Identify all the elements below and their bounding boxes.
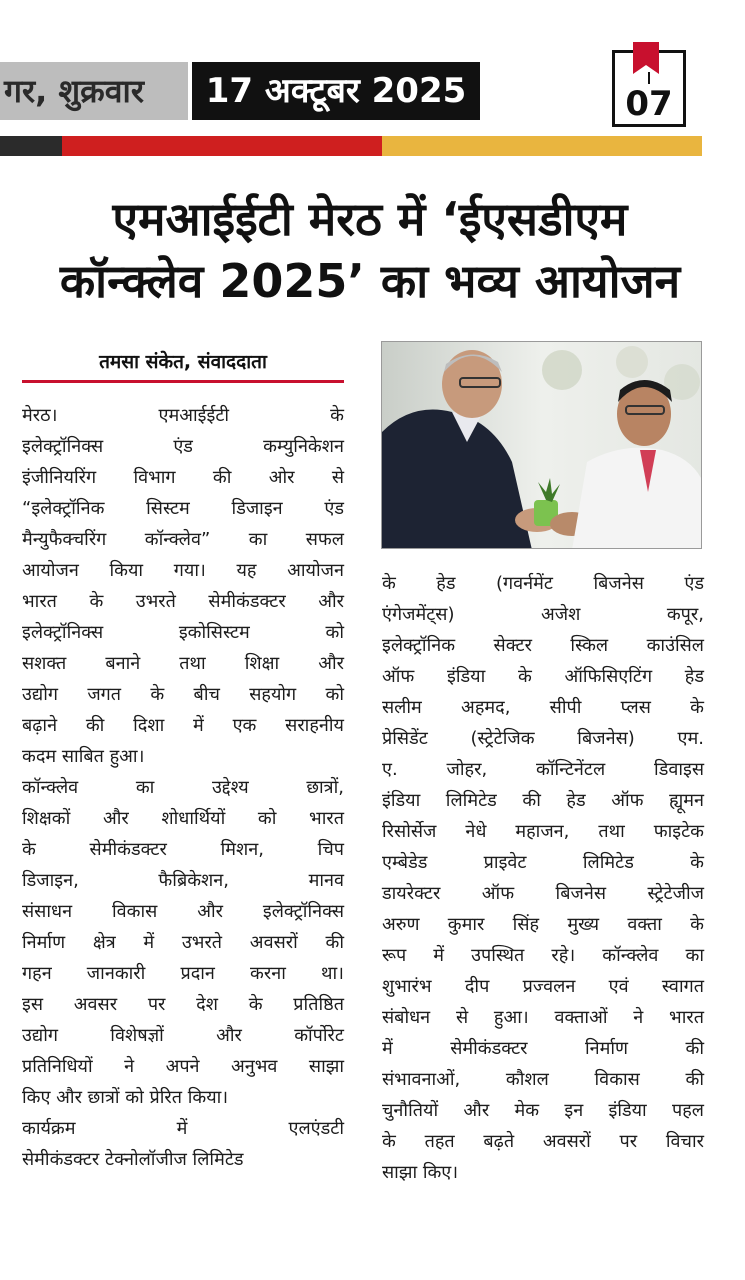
article-line: डायरेक्टर ऑफ बिजनेस स्ट्रेटेजीज (382, 883, 704, 904)
article-line: के तहत बढ़ते अवसरों पर विचार (382, 1131, 704, 1152)
article-line: गहन जानकारी प्रदान करना था। (22, 963, 344, 984)
issue-date: 17 अक्टूबर 2025 (192, 62, 480, 120)
article-line: संसाधन विकास और इलेक्ट्रॉनिक्स (22, 901, 344, 922)
article-line: संभावनाओं, कौशल विकास की (382, 1069, 704, 1090)
color-stripe-gold (382, 136, 702, 156)
article-line: कॉन्क्लेव का उद्देश्य छात्रों, (22, 777, 344, 798)
article-line: डिजाइन, फैब्रिकेशन, मानव (22, 870, 344, 891)
place-day-label: गर, शुक्रवार (0, 62, 188, 120)
article-line: साझा किए। (382, 1162, 459, 1183)
article-line: भारत के उभरते सेमीकंडक्टर और (22, 591, 344, 612)
article-line: “इलेक्ट्रॉनिक सिस्टम डिजाइन एंड (22, 498, 344, 519)
article-line: उद्योग विशेषज्ञों और कॉर्पोरेट (22, 1025, 344, 1046)
article-line: इंडिया लिमिटेड की हेड ऑफ ह्यूमन (382, 790, 704, 811)
article-column-2 (382, 568, 704, 1188)
photo-illustration (382, 342, 702, 549)
headline-line-1: एमआईईटी मेरठ में ‘ईएसडीएम (112, 192, 628, 246)
article-line: सलीम अहमद, सीपी प्लस के (382, 697, 704, 718)
color-stripe-dark (0, 136, 62, 156)
article-line: के सेमीकंडक्टर मिशन, चिप (22, 839, 344, 860)
page-box-tick (648, 72, 650, 84)
article-line: रिसोर्सेज नेधे महाजन, तथा फाइटेक (382, 821, 704, 842)
article-line: आयोजन किया गया। यह आयोजन (22, 560, 344, 581)
headline-line-2: कॉन्क्लेव 2025’ का भव्य आयोजन (59, 254, 681, 308)
article-line: मैन्युफैक्चरिंग कॉन्क्लेव” का सफल (22, 529, 344, 550)
article-line: एंगेजमेंट्स) अजेश कपूर, (382, 604, 704, 625)
byline: तमसा संकेत, संवाददाता (99, 351, 267, 373)
article-line: इलेक्ट्रॉनिक्स एंड कम्युनिकेशन (22, 436, 344, 457)
article-line: रूप में उपस्थित रहे। कॉन्क्लेव का (382, 945, 704, 966)
byline-rule (22, 380, 344, 383)
article-line: शुभारंभ दीप प्रज्वलन एवं स्वागत (382, 976, 704, 997)
article-line: कार्यक्रम में एलएंडटी (22, 1118, 344, 1139)
article-line: बढ़ाने की दिशा में एक सराहनीय (22, 715, 344, 736)
article-line: इलेक्ट्रॉनिक्स इकोसिस्टम को (22, 622, 344, 643)
article-line: सेमीकंडक्टर टेक्नोलॉजीज लिमिटेड (22, 1149, 244, 1170)
article-line: किए और छात्रों को प्रेरित किया। (22, 1087, 229, 1108)
article-line: शिक्षकों और शोधार्थियों को भारत (22, 808, 344, 829)
page-number: 07 (625, 84, 673, 124)
article-line: सशक्त बनाने तथा शिक्षा और (22, 653, 344, 674)
article-line: निर्माण क्षेत्र में उभरते अवसरों की (22, 932, 344, 953)
article-column-1 (22, 400, 344, 1175)
article-line: प्रेसिडेंट (स्ट्रेटेजिक बिजनेस) एम. (382, 728, 704, 749)
article-line: मेरठ। एमआईईटी के (22, 405, 344, 426)
article-line: चुनौतियों और मेक इन इंडिया पहल (382, 1100, 704, 1121)
article-line: उद्योग जगत के बीच सहयोग को (22, 684, 344, 705)
article-line: एम्बेडेड प्राइवेट लिमिटेड के (382, 852, 704, 873)
headline (10, 188, 730, 312)
event-photo (381, 341, 702, 549)
article-line: अरुण कुमार सिंह मुख्य वक्ता के (382, 914, 704, 935)
article-line: प्रतिनिधियों ने अपने अनुभव साझा (22, 1056, 344, 1077)
color-stripe-red (62, 136, 382, 156)
article-line: संबोधन से हुआ। वक्ताओं ने भारत (382, 1007, 704, 1028)
article-line: इंजीनियरिंग विभाग की ओर से (22, 467, 344, 488)
article-line: ऑफ इंडिया के ऑफिसिएटिंग हेड (382, 666, 704, 687)
article-line: के हेड (गवर्नमेंट बिजनेस एंड (382, 573, 704, 594)
article-line: ए. जोहर, कॉन्टिनेंटल डिवाइस (382, 759, 704, 780)
article-line: इलेक्ट्रॉनिक सेक्टर स्किल काउंसिल (382, 635, 704, 656)
article-line: में सेमीकंडक्टर निर्माण की (382, 1038, 704, 1059)
article-line: कदम साबित हुआ। (22, 746, 145, 767)
article-line: इस अवसर पर देश के प्रतिष्ठित (22, 994, 344, 1015)
